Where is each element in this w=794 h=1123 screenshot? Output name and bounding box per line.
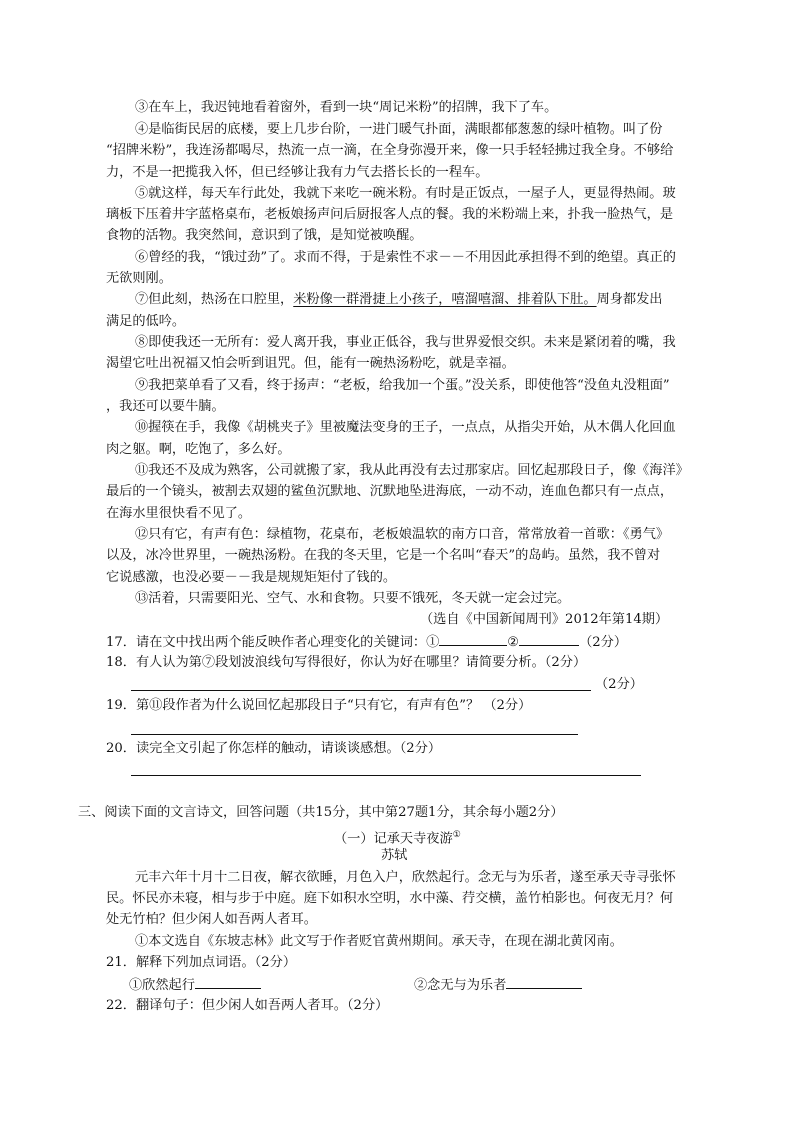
- question-21-item-2-text: ②念无与为乐者: [414, 978, 507, 993]
- article-line-4: 力，不是一把揽我入怀，但已经够让我有力气去搭长长的一程车。: [106, 165, 489, 180]
- question-18-score: （2分）: [595, 677, 643, 692]
- question-17: [106, 632, 627, 652]
- article-line-10: ⑧即使我还一无所有：爱人离开我，事业正低谷，我与世界爱恨交织。未来是紧闭着的嘴，我: [135, 335, 676, 350]
- question-21-item-2: [414, 975, 582, 995]
- question-19: 19．第⑪段作者为什么说回忆起那段日子“只有它，有声有色”？ （2分）: [106, 698, 532, 713]
- article-line-6: 璃板下压着井字蓝格桌布，老板娘扬声问后厨报客人点的餐。我的米粉端上来，扑我一脸热气，是: [106, 207, 674, 222]
- article-line-3: “招牌米粉”，我连汤都喝尽，热流一点一滴，在全身弥漫开来，像一只手轻轻拂过我全身。不够给: [106, 143, 674, 158]
- paragraph-7-suffix: 周身都发出: [596, 292, 663, 307]
- article-line-5: ⑤就这样，每天车行此处，我就下来吃一碗米粉。有时是正饭点，一屋子人，更显得热闹。玻: [135, 186, 676, 201]
- answer-21-1-blank[interactable]: [195, 975, 261, 989]
- article-line-1: ③在车上，我迟钝地看着窗外，看到一块“周记米粉”的招牌，我下了车。: [135, 100, 558, 115]
- question-18: 18．有人认为第⑦段划波浪线句写得很好，你认为好在哪里？请简要分析。（2分）: [106, 655, 587, 670]
- classical-text-note: ①本文选自《东坡志林》此文写于作者贬官黄州期间。承天寺，在现在湖北黄冈南。: [135, 934, 623, 949]
- article-line-2: ④是临街民居的底楼，要上几步台阶，一进门暖气扑面，满眼都郁葱葱的绿叶植物。叫了份: [135, 122, 663, 137]
- answer-21-2-blank[interactable]: [506, 975, 582, 989]
- question-22: 22．翻译句子：但少闲人如吾两人者耳。（2分）: [106, 998, 389, 1013]
- article-line-12: ⑨我把菜单看了又看，终于扬声：“老板，给我加一个蛋。”没关系，即使他答“没鱼丸没粗面”: [135, 378, 670, 393]
- classical-text-line-1: 元丰六年十月十二日夜，解衣欲睡，月色入户，欣然起行。念无与为乐者，遂至承天寺寻张怀: [135, 870, 676, 885]
- article-line-20: 以及，冰冷世界里，一碗热汤粉。在我的冬天里，它是一个名叫“春天”的岛屿。虽然，我不曾对: [106, 548, 661, 563]
- question-21-item-1-text: ①欣然起行: [129, 978, 195, 993]
- question-20: 20．读完全文引起了你怎样的触动，请谈谈感想。（2分）: [106, 741, 442, 756]
- article-line-18: 在海水里很快看不见了。: [106, 506, 252, 521]
- question-17-text: 17．请在文中找出两个能反映作者心理变化的关键词：①: [106, 635, 440, 650]
- paragraph-7-line-2: 满足的低吟。: [106, 314, 186, 329]
- article-line-13: ，我还可以要牛腩。: [106, 399, 225, 414]
- article-line-22: ⑬活着，只需要阳光、空气、水和食物。只要不饿死，冬天就一定会过完。: [135, 591, 571, 606]
- answer-17-1-blank[interactable]: [439, 632, 507, 646]
- article-line-16: ⑪我还不及成为熟客，公司就搬了家，我从此再没有去过那家店。回忆起那段日子，像《海洋》: [135, 463, 689, 478]
- article-line-8: ⑥曾经的我，“饿过劲”了。求而不得，于是索性不求－－不用因此承担得不到的绝望。真正的: [135, 250, 676, 265]
- answer-20-blank[interactable]: [131, 775, 641, 776]
- article-source: （选自《中国新闻周刊》2012年第14期）: [420, 612, 669, 627]
- paragraph-7-prefix: ⑦但此刻，热汤在口腔里，: [135, 292, 294, 307]
- poem-title-footnote-mark: ①: [452, 830, 461, 840]
- article-line-14: ⑩握筷在手，我像《胡桃夹子》里被魔法变身的王子，一点点，从指尖开始，从木偶人化回血: [135, 420, 676, 435]
- article-line-9: 无欲则刚。: [106, 271, 172, 286]
- answer-18-blank[interactable]: [131, 690, 591, 691]
- poem-title: [334, 826, 461, 848]
- answer-17-2-blank[interactable]: [519, 632, 579, 646]
- paragraph-7-line-1: [135, 291, 663, 309]
- answer-19-blank[interactable]: [131, 734, 578, 735]
- article-line-21: 它说感激，也没必要－－我是规规矩矩付了钱的。: [106, 570, 397, 585]
- question-17-score: （2分）: [579, 635, 628, 650]
- section-3-heading: 三、阅读下面的文言诗文，回答问题（共15分，其中第27题1分，其余每小题2分）: [78, 805, 564, 820]
- question-17-mark-2: ②: [507, 635, 520, 650]
- article-line-19: ⑫只有它，有声有色：绿植物，花桌布，老板娘温软的南方口音，常常放着一首歌：《勇气》: [135, 527, 670, 542]
- article-line-17: 最后的一个镜头，被割去双翅的鲨鱼沉默地、沉默地坠进海底，一动不动，连血色都只有一点点，: [106, 484, 674, 499]
- article-line-11: 渴望它吐出祝福又怕会听到诅咒。但，能有一碗热汤粉吃，就是幸福。: [106, 356, 515, 371]
- question-21-item-1: [129, 975, 261, 995]
- classical-text-line-3: 处无竹柏？但少闲人如吾两人者耳。: [106, 912, 317, 927]
- question-21: 21．解释下列加点词语。（2分）: [106, 955, 297, 970]
- poem-title-text: （一）记承天寺夜游: [334, 831, 453, 847]
- article-line-7: 食物的活物。我突然间，意识到了饿，是知觉被唤醒。: [106, 228, 423, 243]
- wavy-underlined-sentence: 米粉像一群滑捷上小孩子，嘻溜嘻溜、排着队下肚。: [293, 292, 597, 307]
- poem-author: 苏轼: [381, 848, 408, 863]
- classical-text-line-2: 民。怀民亦未寝，相与步于中庭。庭下如积水空明，水中藻、荇交横，盖竹柏影也。何夜无月？何: [106, 891, 674, 906]
- article-line-15: 肉之躯。啊，吃饱了，多么好。: [106, 442, 291, 457]
